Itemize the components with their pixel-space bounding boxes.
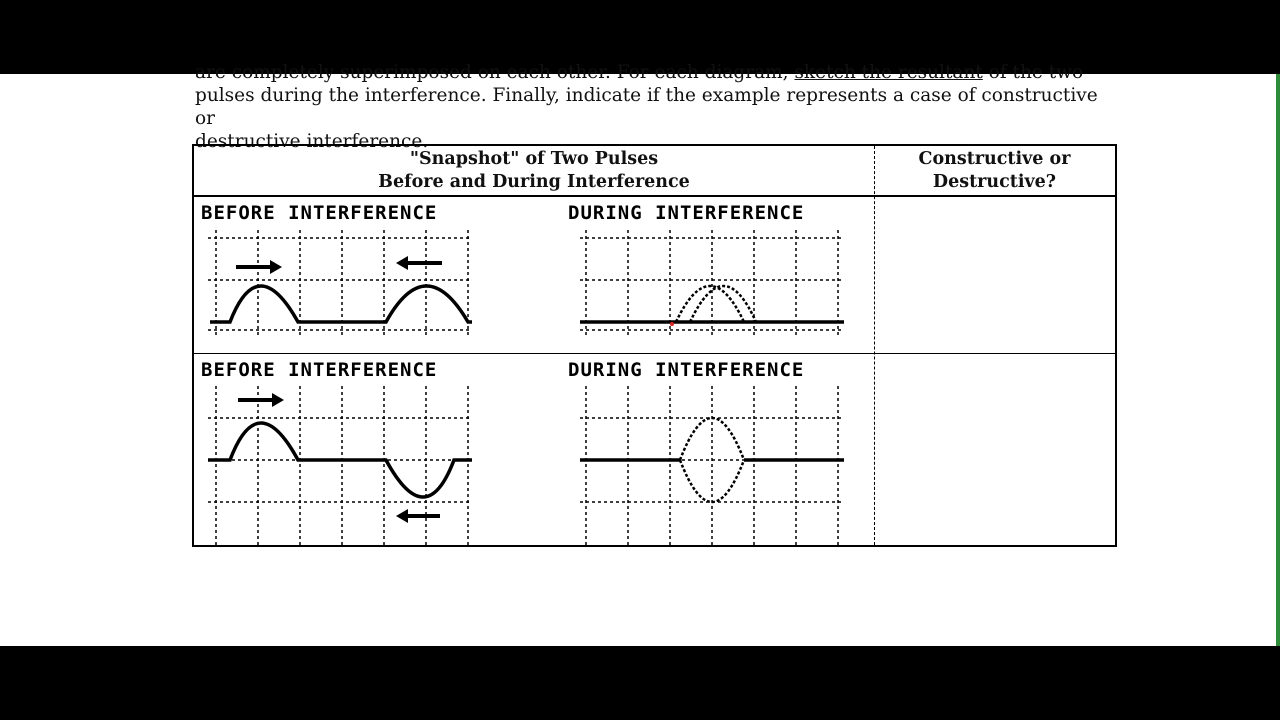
row1-during-diagram	[580, 230, 844, 338]
row2-answer-cell[interactable]	[875, 354, 1115, 545]
row2-during-label: DURING INTERFERENCE	[568, 359, 805, 381]
instructions-line-2: pulses during the interference. Finally, indicate if the example represents a case of constructive or	[195, 85, 1098, 129]
instructions-line-3: destructive interference.	[195, 131, 429, 152]
scrollbar[interactable]	[1276, 74, 1280, 646]
instructions-line-1: are completely superimposed on each other. For each diagram, sketch the resultant of the two	[195, 62, 1084, 83]
row1-before-label: BEFORE INTERFERENCE	[201, 202, 438, 224]
sketch-resultant-underlined: sketch the resultant	[794, 62, 983, 83]
header-snapshot: "Snapshot" of Two Pulses Before and During Interference	[378, 149, 690, 192]
instructions-text	[195, 61, 1115, 153]
row1-during-label: DURING INTERFERENCE	[568, 202, 805, 224]
document-page	[0, 62, 1276, 646]
row2-before-label: BEFORE INTERFERENCE	[201, 359, 438, 381]
interference-table	[192, 144, 1117, 547]
row1-answer-cell[interactable]	[875, 197, 1115, 353]
header-constructive-destructive: Constructive or Destructive?	[918, 149, 1071, 192]
row1-before-diagram	[208, 230, 472, 338]
row2-before-diagram	[208, 386, 472, 545]
row2-during-diagram	[580, 386, 844, 545]
